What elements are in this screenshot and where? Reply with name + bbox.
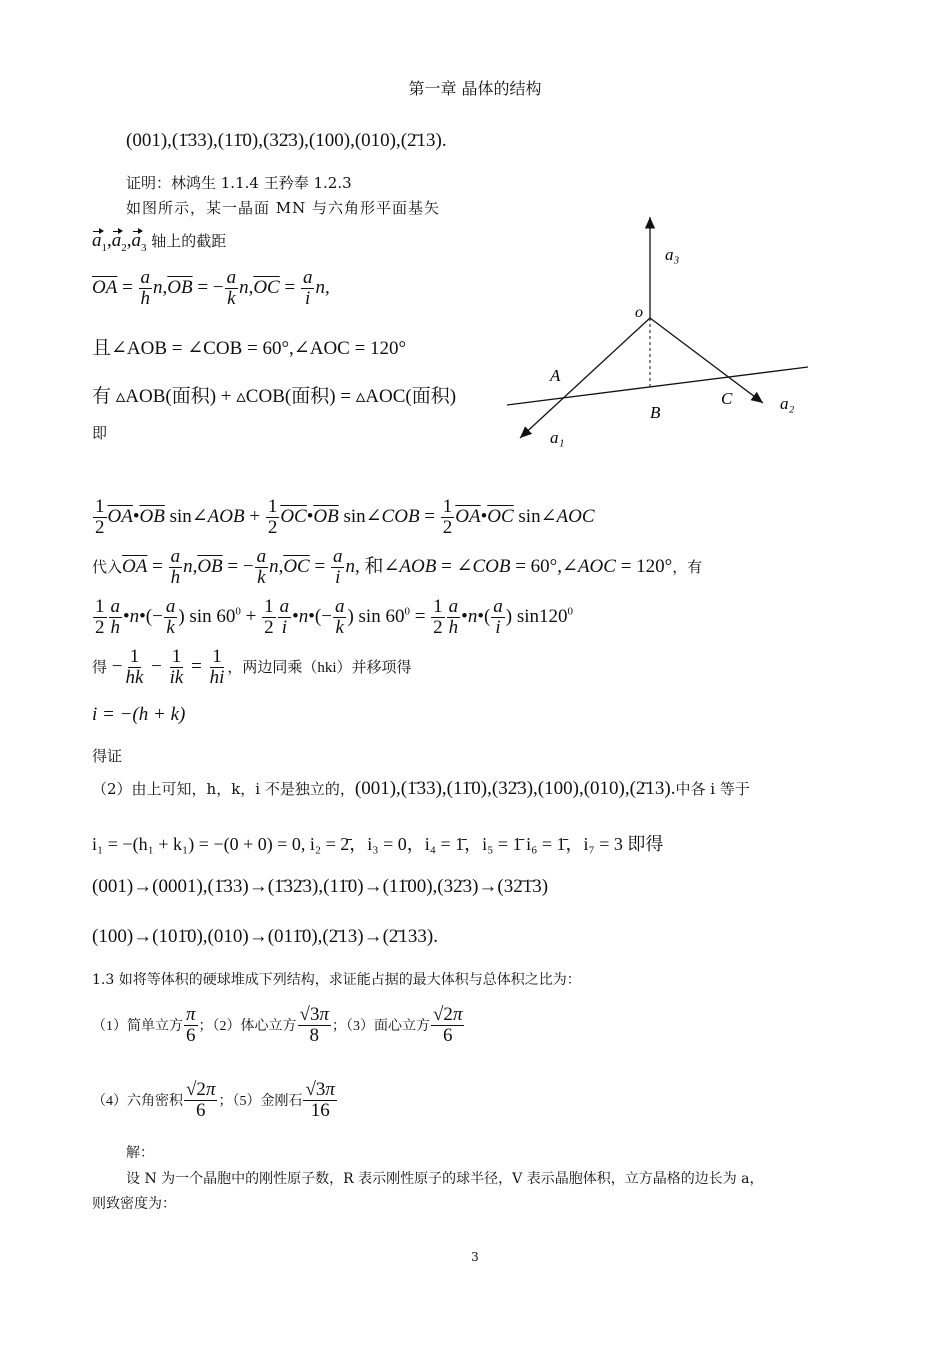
area-relation: 有 ▵AOB(面积) + ▵COB(面积) = ▵AOC(面积) [92,386,457,407]
page-header-title: 第一章 晶体的结构 [408,79,542,98]
substitute-prefix: 代入 [92,559,123,576]
proven-text: 得证 [92,747,123,765]
packing-options-2: （4）六角密积 $\frac{√2\pi}{6}$ ；（5）金刚石 $\frac{√3\pi}{16}$ [92,1079,335,1121]
a1-axis [520,318,650,438]
base-vectors-line: $a_1,a_2,a_3$ 轴上的截距 [92,230,227,254]
proof-reference: 证明：林鸿生 1.1.4 王矜奉 1.2.3 [126,174,352,192]
opt-simple-cubic: （1）简单立方 [92,1018,183,1034]
solution-label: 解： [126,1145,154,1161]
derive-suffix: ，两边同乘（hki）并移项得 [227,659,412,676]
substitute-suffix: ，有 [672,559,703,576]
opt-diamond: ；（5）金刚石 [218,1093,303,1109]
problem-1-3: 1.3 如将等体积的硬球堆成下列结构，求证能占据的最大体积与总体积之比为： [92,972,581,988]
opt-bcc: ；（2）体心立方 [198,1018,297,1034]
substitute-line: 代入$\overline{OA}$ = $\frac{a}{h}$ $n,\overline{OB}$ = − $\frac{a}{k}$ $n,\overline{OC}$ = $\frac{a}{i}$ n, 和∠AOB = ∠COB = 60°,∠AOC = 120°，有 [92,546,703,588]
angles-statement: 且∠AOB = ∠COB = 60°,∠AOC = 120° [92,338,407,359]
derive-prefix: 得 [92,659,108,676]
intercepts-formula: $\overline{OA}$ = $\frac{a}{h}$ $n,\overline{OB}$ = − $\frac{a}{k}$ $n,\overline{OC}$ = $\frac{a}{i}$ n, [92,267,330,309]
i-values: i₁ = −(h₁ + k₁) = −(0 + 0) = 0, i₂ = 2̄，i₃ = 0，i₄ = 1̄，i₅ = 1̄ i₆ = 1̄，i₇ = 3 即得 [92,834,664,854]
label-o: o [635,304,643,321]
label-a1: a₁ [550,428,565,447]
label-C: C [721,389,733,408]
ji-text: 即 [92,424,108,442]
sin-equation: $\frac{1}{2}$ $\frac{a}{h}$ •n•(− $\frac{a}{k}$ ) $\sin 60^0$ + $\frac{1}{2}$ $\frac{a}{i}$ •n•(− $\frac{a}{k}$ ) $\sin 60^0$ = $\frac{1}{2}$ $\frac{a}{h}$ •n•( $\frac{a}{i}$ ) $\sin 120^0$ [95,596,574,638]
page-number: 3 [471,1250,479,1264]
opt-fcc: ；（3）面心立方 [332,1018,430,1034]
area-formula: $\frac{1}{2}$ $\overline{OA}•\overline{OB}$ sin∠AOB + $\frac{1}{2}$ $\overline{OC}•\overline{OB}$ sin∠COB = $\frac{1}{2}$ $\overline{OA}•\overline{OC}$ sin∠AOC [95,496,595,538]
label-a2: a₂ [780,394,795,413]
planes-list: (001),(1̄33),(11̄0),(32̄3),(100),(010),(2̄13). [126,130,447,151]
label-a3: a₃ [665,245,680,264]
definitions-line-2: 则致密度为： [92,1196,176,1212]
index-map-1: (001)→(0001),(1̄33)→(1̄32̄3),(11̄0)→(11̄00),(32̄3)→(32̄1̄3) [92,876,549,897]
part2-planes: (001),(1̄33),(11̄0),(32̄3),(100),(010),(2̄13). [354,778,676,799]
opt-hcp: （4）六角密积 [92,1093,183,1109]
part2-line [92,778,750,800]
label-B: B [650,403,661,422]
axes-intercept-text: 轴上的截距 [151,234,227,250]
definitions-line-1: 设 N 为一个晶胞中的刚性原子数，R 表示刚性原子的球半径，V 表示晶胞体积，立方晶格的边长为 a， [126,1171,764,1187]
derive-line: 得 − $\frac{1}{hk}$ − $\frac{1}{ik}$ = $\frac{1}{hi}$ ，两边同乘（hki）并移项得 [92,646,412,688]
label-A: A [550,366,561,385]
crystal-plane-figure [495,205,825,460]
part2-prefix: （2）由上可知，h，k，i 不是独立的， [92,780,355,798]
part2-suffix: 中各 i 等于 [675,780,750,798]
figure-description: 如图所示，某一晶面 MN 与六角形平面基矢 [126,199,441,217]
index-map-2: (100)→(101̄0),(010)→(011̄0),(2̄13)→(2̄133). [92,926,438,947]
i-result: i = −(h + k) [92,704,186,725]
a2-axis [650,318,763,403]
packing-options-1: （1）简单立方 $\frac{\pi}{6}$ ；（2）体心立方 $\frac{√3\pi}{8}$ ；（3）面心立方 $\frac{√2\pi}{6}$ [92,1004,463,1046]
